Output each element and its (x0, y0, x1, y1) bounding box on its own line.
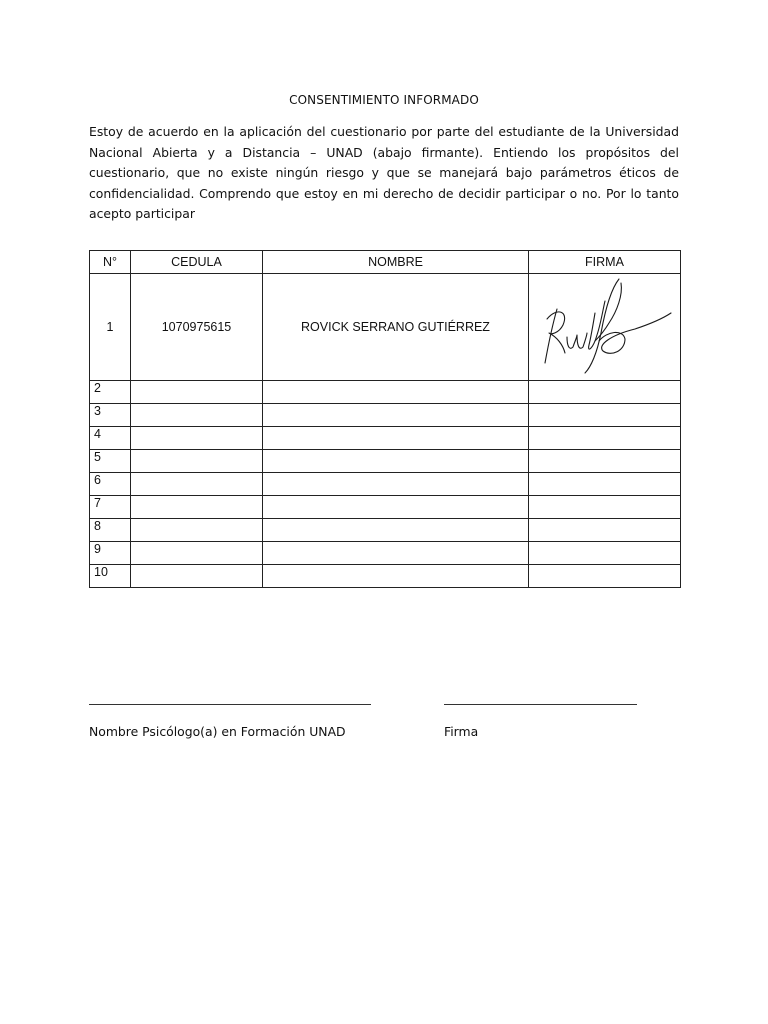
table-row (90, 473, 681, 496)
cedula-cell (131, 450, 263, 473)
header-number: N° (90, 251, 131, 274)
table-row (90, 496, 681, 519)
nombre-cell (263, 496, 529, 519)
psychologist-name-label: Nombre Psicólogo(a) en Formación UNAD (89, 724, 346, 739)
table-row (90, 519, 681, 542)
row-number: 2 (90, 381, 131, 404)
row-number: 5 (90, 450, 131, 473)
table-row (90, 274, 681, 381)
table-row (90, 542, 681, 565)
nombre-cell (263, 519, 529, 542)
nombre-cell (263, 404, 529, 427)
cedula-cell (131, 427, 263, 450)
firma-cell (529, 381, 681, 404)
table-header-row (90, 251, 681, 274)
nombre-cell (263, 381, 529, 404)
row-number: 4 (90, 427, 131, 450)
nombre-cell (263, 427, 529, 450)
firma-cell (529, 427, 681, 450)
firma-cell (529, 519, 681, 542)
nombre-cell (263, 542, 529, 565)
row-number: 10 (90, 565, 131, 588)
cedula-cell: 1070975615 (131, 274, 263, 381)
row-number: 8 (90, 519, 131, 542)
firma-cell (529, 473, 681, 496)
cedula-cell (131, 519, 263, 542)
table-row (90, 450, 681, 473)
firma-cell (529, 450, 681, 473)
cedula-cell (131, 542, 263, 565)
nombre-cell (263, 473, 529, 496)
cedula-cell (131, 404, 263, 427)
cedula-cell (131, 473, 263, 496)
cedula-cell (131, 565, 263, 588)
consent-paragraph: Estoy de acuerdo en la aplicación del cuestionario por parte del estudiante de la Universidad Nacional Abierta y a Distancia – UNAD (abajo firmante). Entiendo los propósitos del cuestionario, que no existe ningún riesgo y que se manejará bajo parámetros éticos de confidencialidad. Comprendo que estoy en mi derecho de decidir participar o no. Por lo tanto acepto participar (89, 124, 679, 222)
signature-label: Firma (444, 724, 479, 739)
table-row (90, 565, 681, 588)
row-number: 7 (90, 496, 131, 519)
row-number: 3 (90, 404, 131, 427)
firma-cell (529, 496, 681, 519)
firma-cell (529, 542, 681, 565)
table-row (90, 381, 681, 404)
cedula-cell (131, 496, 263, 519)
firma-cell (529, 274, 681, 381)
header-nombre: NOMBRE (263, 251, 529, 274)
psychologist-name-line (89, 704, 371, 705)
nombre-cell: ROVICK SERRANO GUTIÉRREZ (263, 274, 529, 381)
participants-table (89, 250, 681, 588)
header-firma: FIRMA (529, 251, 681, 274)
table-row (90, 427, 681, 450)
handwritten-signature (535, 275, 675, 379)
firma-cell (529, 565, 681, 588)
nombre-cell (263, 450, 529, 473)
row-number: 1 (90, 274, 131, 381)
document-title: CONSENTIMIENTO INFORMADO (289, 93, 479, 107)
nombre-cell (263, 565, 529, 588)
firma-cell (529, 404, 681, 427)
row-number: 6 (90, 473, 131, 496)
table-row (90, 404, 681, 427)
row-number: 9 (90, 542, 131, 565)
header-cedula: CEDULA (131, 251, 263, 274)
signature-line (444, 704, 637, 705)
cedula-cell (131, 381, 263, 404)
